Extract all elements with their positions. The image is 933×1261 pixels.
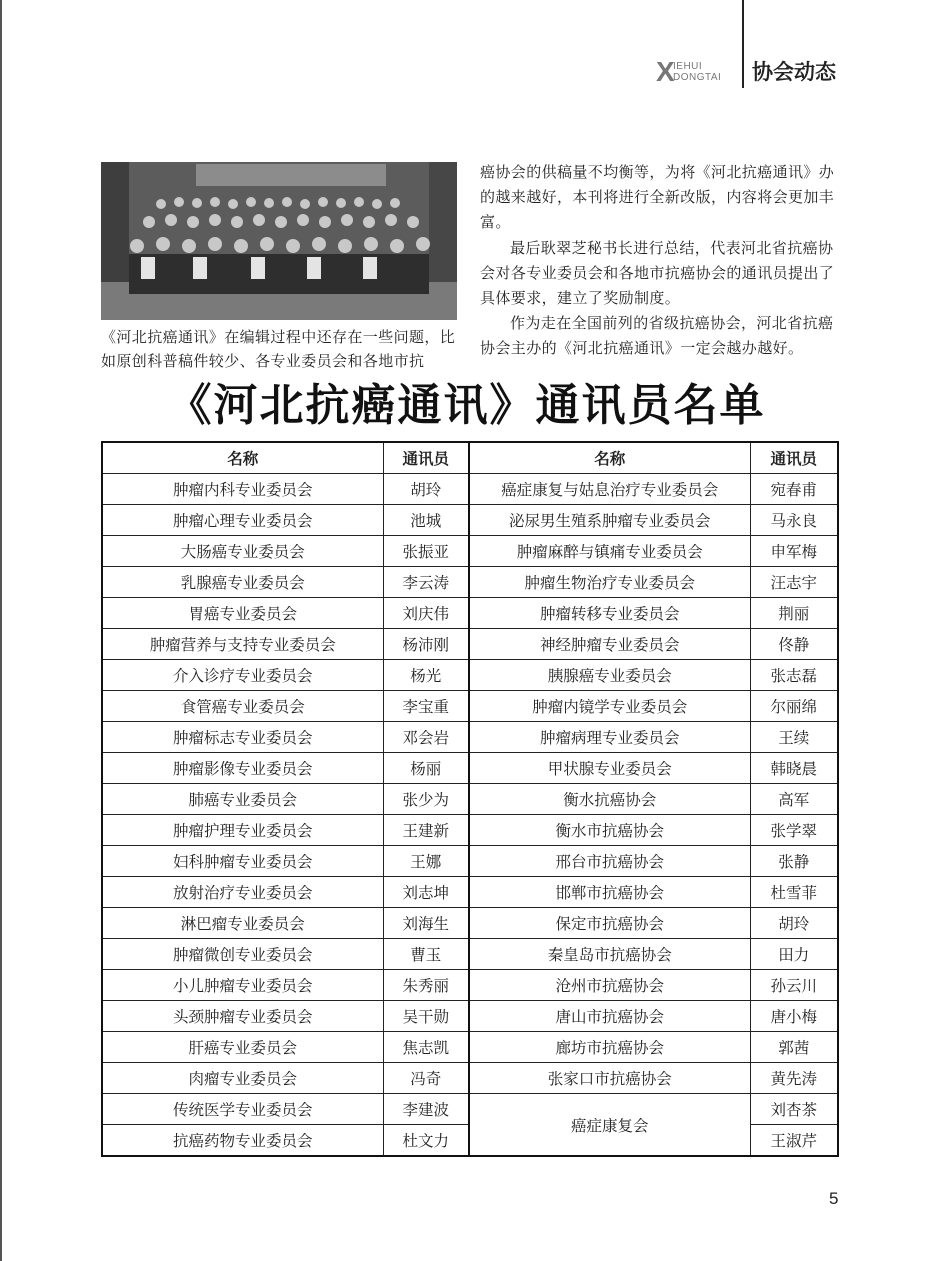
cell-name: 邯郸市抗癌协会 <box>469 877 750 908</box>
group-photo-illustration <box>101 162 457 320</box>
cell-correspondent: 杜文力 <box>383 1125 469 1157</box>
article-body <box>480 160 838 362</box>
page-title: 《河北抗癌通讯》通讯员名单 <box>167 380 766 431</box>
table-row <box>102 939 838 970</box>
cell-correspondent: 张振亚 <box>383 536 469 567</box>
cell-correspondent: 申军梅 <box>750 536 838 567</box>
cell-name: 保定市抗癌协会 <box>469 908 750 939</box>
header-cell-name: 名称 <box>469 442 750 474</box>
cell-name: 放射治疗专业委员会 <box>102 877 383 908</box>
cell-correspondent: 李建波 <box>383 1094 469 1125</box>
cell-name: 头颈肿瘤专业委员会 <box>102 1001 383 1032</box>
cell-correspondent: 王续 <box>750 722 838 753</box>
cell-correspondent: 刘杏茶 <box>750 1094 838 1125</box>
table-row <box>102 1063 838 1094</box>
cell-correspondent: 池城 <box>383 505 469 536</box>
table-row <box>102 815 838 846</box>
header-latin-line-2: DONGTAI <box>673 72 722 83</box>
cell-name: 肉瘤专业委员会 <box>102 1063 383 1094</box>
table-row <box>102 722 838 753</box>
cell-name: 衡水市抗癌协会 <box>469 815 750 846</box>
cell-correspondent: 韩晓晨 <box>750 753 838 784</box>
cell-name: 肿瘤标志专业委员会 <box>102 722 383 753</box>
cell-correspondent: 刘志坤 <box>383 877 469 908</box>
header-cell-name: 名称 <box>102 442 383 474</box>
cell-name: 肝癌专业委员会 <box>102 1032 383 1063</box>
cell-name: 肿瘤心理专业委员会 <box>102 505 383 536</box>
article-paragraph: 癌协会的供稿量不均衡等，为将《河北抗癌通讯》办的越来越好，本刊将进行全新改版，内容将会更加丰富。 <box>480 163 835 232</box>
cell-name: 食管癌专业委员会 <box>102 691 383 722</box>
cell-name: 淋巴瘤专业委员会 <box>102 908 383 939</box>
cell-correspondent: 张志磊 <box>750 660 838 691</box>
cell-correspondent: 田力 <box>750 939 838 970</box>
cell-name: 肿瘤营养与支持专业委员会 <box>102 629 383 660</box>
cell-correspondent: 王娜 <box>383 846 469 877</box>
cell-correspondent: 刘海生 <box>383 908 469 939</box>
cell-correspondent: 马永良 <box>750 505 838 536</box>
cell-name: 介入诊疗专业委员会 <box>102 660 383 691</box>
photo-caption: 《河北抗癌通讯》在编辑过程中还存在一些问题，比如原创科普稿件较少、各专业委员会和各地市抗 <box>101 328 456 370</box>
header-initial: X <box>656 56 675 87</box>
cell-correspondent: 李宝重 <box>383 691 469 722</box>
cell-correspondent: 曹玉 <box>383 939 469 970</box>
table-row <box>102 629 838 660</box>
table-row <box>102 1094 838 1125</box>
cell-name: 肿瘤转移专业委员会 <box>469 598 750 629</box>
cell-name: 邢台市抗癌协会 <box>469 846 750 877</box>
cell-name: 肿瘤微创专业委员会 <box>102 939 383 970</box>
cell-name: 传统医学专业委员会 <box>102 1094 383 1125</box>
table-row <box>102 691 838 722</box>
cell-correspondent: 冯奇 <box>383 1063 469 1094</box>
cell-correspondent: 荆丽 <box>750 598 838 629</box>
cell-correspondent: 张学翠 <box>750 815 838 846</box>
correspondent-table <box>101 441 839 1157</box>
cell-correspondent: 唐小梅 <box>750 1001 838 1032</box>
cell-name: 神经肿瘤专业委员会 <box>469 629 750 660</box>
cell-name: 妇科肿瘤专业委员会 <box>102 846 383 877</box>
cell-name: 秦皇岛市抗癌协会 <box>469 939 750 970</box>
group-photo <box>101 162 457 320</box>
header-cell-correspondent: 通讯员 <box>750 442 838 474</box>
cell-correspondent: 杨丽 <box>383 753 469 784</box>
cell-correspondent: 胡玲 <box>383 474 469 505</box>
table-row <box>102 1032 838 1063</box>
cell-correspondent: 胡玲 <box>750 908 838 939</box>
cell-name: 肿瘤内镜学专业委员会 <box>469 691 750 722</box>
cell-name: 肺癌专业委员会 <box>102 784 383 815</box>
header-latin-mark <box>656 58 736 88</box>
cell-correspondent: 李云涛 <box>383 567 469 598</box>
table-row <box>102 598 838 629</box>
cell-correspondent: 吴干勋 <box>383 1001 469 1032</box>
article-paragraph: 最后耿翠芝秘书长进行总结，代表河北省抗癌协会对各专业委员会和各地市抗癌协会的通讯员提出了具体要求，建立了奖励制度。 <box>480 238 835 308</box>
table-row <box>102 536 838 567</box>
cell-correspondent: 邓会岩 <box>383 722 469 753</box>
table-row <box>102 908 838 939</box>
table-row <box>102 505 838 536</box>
cell-correspondent: 张少为 <box>383 784 469 815</box>
cell-name: 沧州市抗癌协会 <box>469 970 750 1001</box>
article-paragraph: 作为走在全国前列的省级抗癌协会，河北省抗癌协会主办的《河北抗癌通讯》一定会越办越好。 <box>480 314 834 358</box>
cell-correspondent: 杨光 <box>383 660 469 691</box>
table-row <box>102 567 838 598</box>
cell-correspondent: 刘庆伟 <box>383 598 469 629</box>
cell-correspondent: 焦志凯 <box>383 1032 469 1063</box>
cell-name: 肿瘤内科专业委员会 <box>102 474 383 505</box>
cell-name: 抗癌药物专业委员会 <box>102 1125 383 1157</box>
cell-correspondent: 朱秀丽 <box>383 970 469 1001</box>
table-row <box>102 474 838 505</box>
cell-name: 张家口市抗癌协会 <box>469 1063 750 1094</box>
page-number: 5 <box>829 1189 839 1208</box>
table-row <box>102 1001 838 1032</box>
table-row <box>102 877 838 908</box>
table-row <box>102 784 838 815</box>
cell-correspondent: 高军 <box>750 784 838 815</box>
cell-name: 胃癌专业委员会 <box>102 598 383 629</box>
cell-correspondent: 宛春甫 <box>750 474 838 505</box>
cell-correspondent: 张静 <box>750 846 838 877</box>
cell-correspondent: 黄先涛 <box>750 1063 838 1094</box>
cell-name: 肿瘤影像专业委员会 <box>102 753 383 784</box>
cell-name: 小儿肿瘤专业委员会 <box>102 970 383 1001</box>
cell-name: 肿瘤麻醉与镇痛专业委员会 <box>469 536 750 567</box>
cell-name: 胰腺癌专业委员会 <box>469 660 750 691</box>
cell-name: 乳腺癌专业委员会 <box>102 567 383 598</box>
header-divider <box>742 0 744 88</box>
cell-correspondent: 孙云川 <box>750 970 838 1001</box>
cell-name: 肿瘤生物治疗专业委员会 <box>469 567 750 598</box>
cell-name: 癌症康复与姑息治疗专业委员会 <box>469 474 750 505</box>
cell-name-merged: 癌症康复会 <box>469 1094 750 1157</box>
cell-correspondent: 尔丽绵 <box>750 691 838 722</box>
table-row <box>102 753 838 784</box>
header-cell-correspondent: 通讯员 <box>383 442 469 474</box>
cell-name: 肿瘤病理专业委员会 <box>469 722 750 753</box>
table-row <box>102 970 838 1001</box>
table-header-row <box>102 442 838 474</box>
table-row <box>102 846 838 877</box>
cell-correspondent: 杨沛刚 <box>383 629 469 660</box>
cell-name: 大肠癌专业委员会 <box>102 536 383 567</box>
cell-name: 泌尿男生殖系肿瘤专业委员会 <box>469 505 750 536</box>
cell-correspondent: 汪志宇 <box>750 567 838 598</box>
cell-name: 甲状腺专业委员会 <box>469 753 750 784</box>
cell-correspondent: 佟静 <box>750 629 838 660</box>
header-latin-line-1: IEHUI <box>673 61 703 72</box>
cell-name: 肿瘤护理专业委员会 <box>102 815 383 846</box>
section-title: 协会动态 <box>752 60 836 84</box>
cell-name: 衡水抗癌协会 <box>469 784 750 815</box>
page-edge-line <box>0 0 2 1261</box>
cell-name: 唐山市抗癌协会 <box>469 1001 750 1032</box>
table-row <box>102 660 838 691</box>
cell-correspondent: 杜雪菲 <box>750 877 838 908</box>
cell-name: 廊坊市抗癌协会 <box>469 1032 750 1063</box>
cell-correspondent: 郭茜 <box>750 1032 838 1063</box>
cell-correspondent: 王建新 <box>383 815 469 846</box>
cell-correspondent: 王淑芹 <box>750 1125 838 1157</box>
